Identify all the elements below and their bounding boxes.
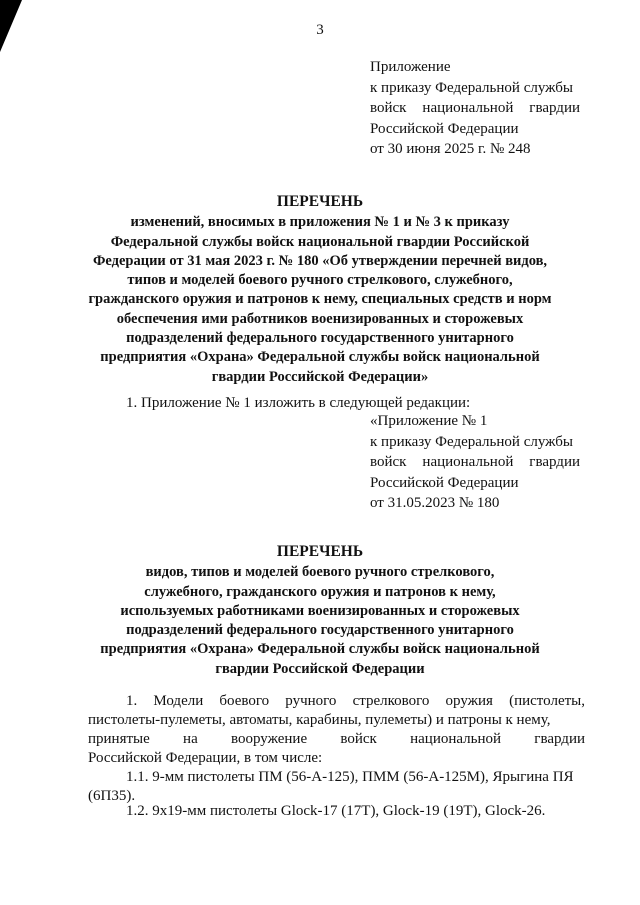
list-heading-2 bbox=[80, 542, 560, 679]
list-heading-1 bbox=[80, 192, 560, 387]
appendix-quote-line: войск национальной гвардии bbox=[370, 454, 580, 470]
appendix-quote bbox=[370, 411, 580, 514]
list-subtitle-line: подразделений федерального государственного унитарного bbox=[126, 330, 514, 347]
list-subtitle-line: изменений, вносимых в приложения № 1 и № 3 к приказу bbox=[130, 214, 510, 231]
section-1-line: пистолеты-пулеметы, автоматы, карабины, пулеметы) и патроны к нему, bbox=[88, 712, 551, 728]
list-subtitle-line: гвардии Российской Федерации» bbox=[211, 368, 429, 385]
appendix-quote-line: от 31.05.2023 № 180 bbox=[370, 495, 500, 511]
section-1-line: 1. Модели боевого ручного стрелкового оружия (пистолеты, bbox=[126, 693, 585, 709]
appendix-quote-line: Российской Федерации bbox=[370, 474, 519, 491]
section-1 bbox=[88, 692, 585, 768]
list-subtitle-line: типов и моделей боевого ручного стрелкового, служебного, bbox=[127, 272, 513, 289]
list-subtitle-line: используемых работниками военизированных и сторожевых bbox=[120, 602, 520, 619]
list-subtitle-line: подразделений федерального государственного унитарного bbox=[126, 622, 514, 639]
list-subtitle-line: предприятия «Охрана» Федеральной службы войск национальной bbox=[100, 349, 540, 366]
subitem-1-1-line: 1.1. 9-мм пистолеты ПМ (56-А-125), ПММ (56-А-125М), Ярыгина ПЯ bbox=[126, 769, 574, 785]
appendix-header-line: Приложение bbox=[370, 59, 451, 75]
subitem-1-2 bbox=[88, 802, 585, 821]
subitem-1-1-line: (6П35). bbox=[88, 788, 136, 804]
section-1-line: Российской Федерации, в том числе: bbox=[88, 750, 323, 766]
appendix-header-line: от 30 июня 2025 г. № 248 bbox=[370, 141, 531, 157]
list-subtitle-line: обеспечения ими работников военизированных и сторожевых bbox=[116, 310, 524, 327]
list-subtitle-line: гвардии Российской Федерации bbox=[215, 660, 425, 677]
list-subtitle-line: Федерации от 31 мая 2023 г. № 180 «Об утверждении перечней видов, bbox=[92, 252, 548, 269]
appendix-header-line: войск национальной гвардии bbox=[370, 100, 580, 116]
appendix-header-line: Российской Федерации bbox=[370, 120, 519, 137]
subitem-1-1 bbox=[88, 768, 585, 806]
list-title: ПЕРЕЧЕНЬ bbox=[276, 543, 364, 560]
appendix-header bbox=[370, 57, 580, 160]
appendix-quote-line: к приказу Федеральной службы bbox=[370, 433, 574, 450]
list-subtitle-line: видов, типов и моделей боевого ручного стрелкового, bbox=[145, 564, 495, 581]
list-subtitle-line: служебного, гражданского оружия и патронов к нему, bbox=[144, 583, 496, 600]
section-1-line: принятые на вооружение войск национальной гвардии bbox=[88, 731, 585, 747]
appendix-quote-line: «Приложение № 1 bbox=[370, 413, 488, 429]
page-number: 3 bbox=[316, 22, 324, 38]
item-1: 1. Приложение № 1 изложить в следующей редакции: bbox=[126, 395, 471, 411]
list-subtitle-line: предприятия «Охрана» Федеральной службы войск национальной bbox=[100, 641, 540, 658]
list-subtitle-line: гражданского оружия и патронов к нему, специальных средств и норм bbox=[88, 291, 552, 308]
list-title: ПЕРЕЧЕНЬ bbox=[276, 193, 364, 210]
appendix-header-line: к приказу Федеральной службы bbox=[370, 79, 574, 96]
subitem-1-2-line: 1.2. 9x19-мм пистолеты Glock-17 (17Т), Glock-19 (19Т), Glock-26. bbox=[126, 803, 546, 819]
list-subtitle-line: Федеральной службы войск национальной гвардии Российской bbox=[110, 233, 530, 250]
